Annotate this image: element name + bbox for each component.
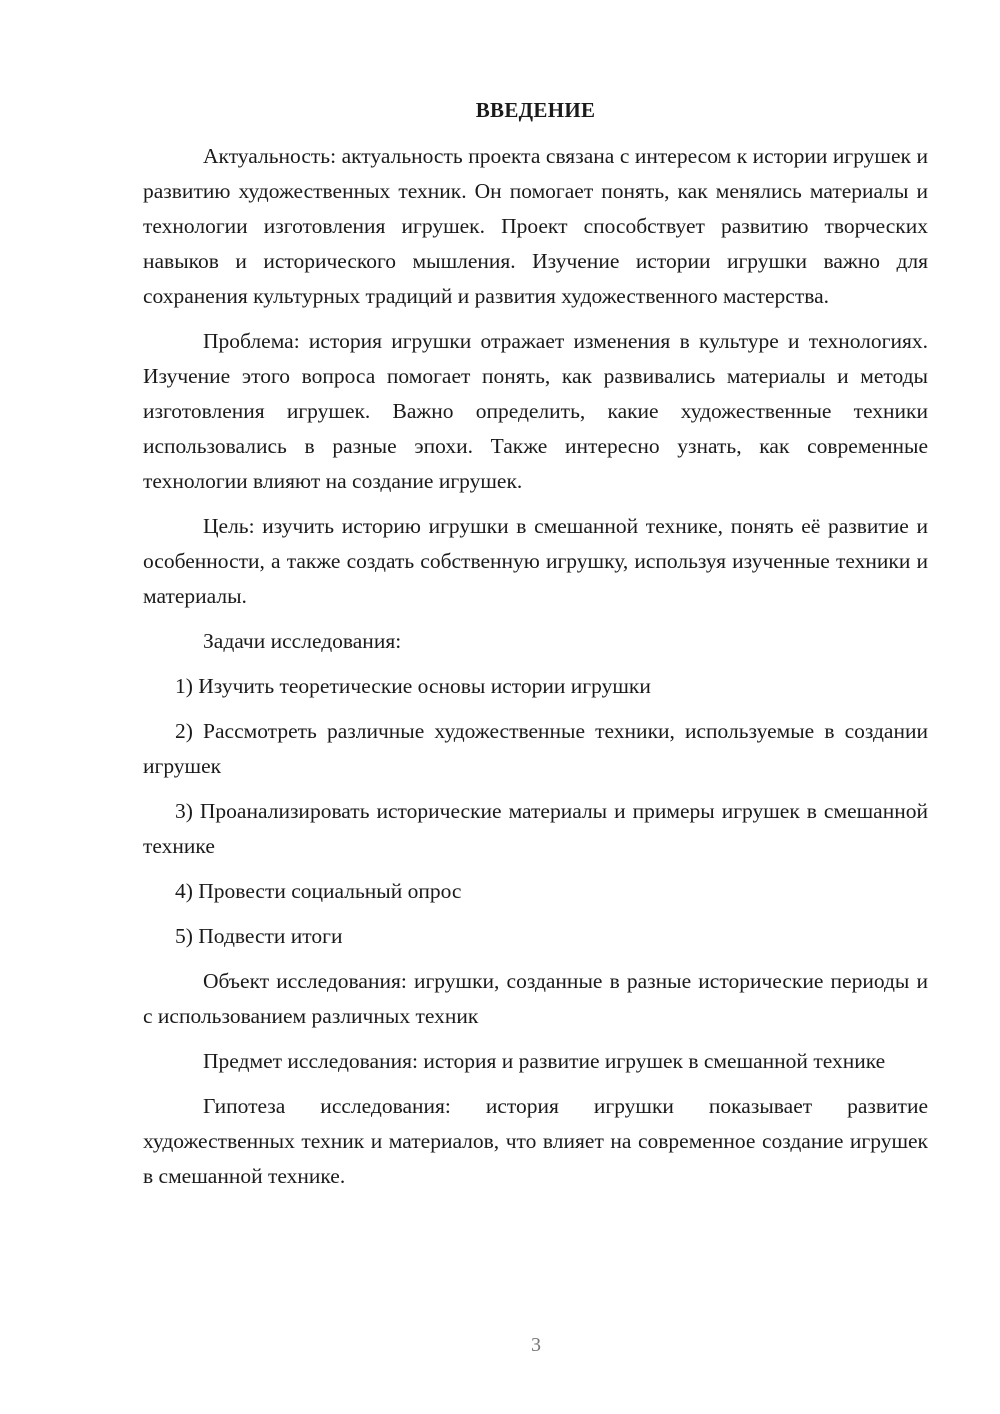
paragraph-hypothesis: Гипотеза исследования: история игрушки показывает развитие художественных техник и материалов, что влияет на современное создание игрушек в смешанной технике. <box>143 1094 928 1188</box>
task-item-3: 3) Проанализировать исторические материалы и примеры игрушек в смешанной технике <box>143 799 928 858</box>
paragraph-object: Объект исследования: игрушки, созданные в разные исторические периоды и с использованием различных техник <box>143 969 928 1028</box>
page-number: 3 <box>531 1334 541 1356</box>
task-item-4: 4) Провести социальный опрос <box>175 879 462 903</box>
task-item-5: 5) Подвести итоги <box>175 924 343 948</box>
paragraph-relevance: Актуальность: актуальность проекта связана с интересом к истории игрушек и развитию художественных техник. Он помогает понять, как менялись материалы и технологии изготовления игрушек. Проект способствует развитию творческих навыков и исторического мышления. Изучение истории игрушки важно для сохранения культурных традиций и развития художественного мастерства. <box>143 144 928 308</box>
task-item-1: 1) Изучить теоретические основы истории игрушки <box>175 674 651 698</box>
document-page <box>143 95 928 1204</box>
task-item-2: 2) Рассмотреть различные художественные техники, используемые в создании игрушек <box>143 719 928 778</box>
section-title: ВВЕДЕНИЕ <box>475 98 596 122</box>
paragraph-problem: Проблема: история игрушки отражает изменения в культуре и технологиях. Изучение этого вопроса помогает понять, как развивались материалы и методы изготовления игрушек. Важно определить, какие художественные техники использовались в разные эпохи. Также интересно узнать, как современные технологии влияют на создание игрушек. <box>143 329 928 493</box>
paragraph-tasks-heading: Задачи исследования: <box>203 629 402 653</box>
paragraph-goal: Цель: изучить историю игрушки в смешанной технике, понять её развитие и особенности, а также создать собственную игрушку, используя изученные техники и материалы. <box>143 514 928 608</box>
paragraph-subject: Предмет исследования: история и развитие игрушек в смешанной технике <box>203 1049 886 1073</box>
